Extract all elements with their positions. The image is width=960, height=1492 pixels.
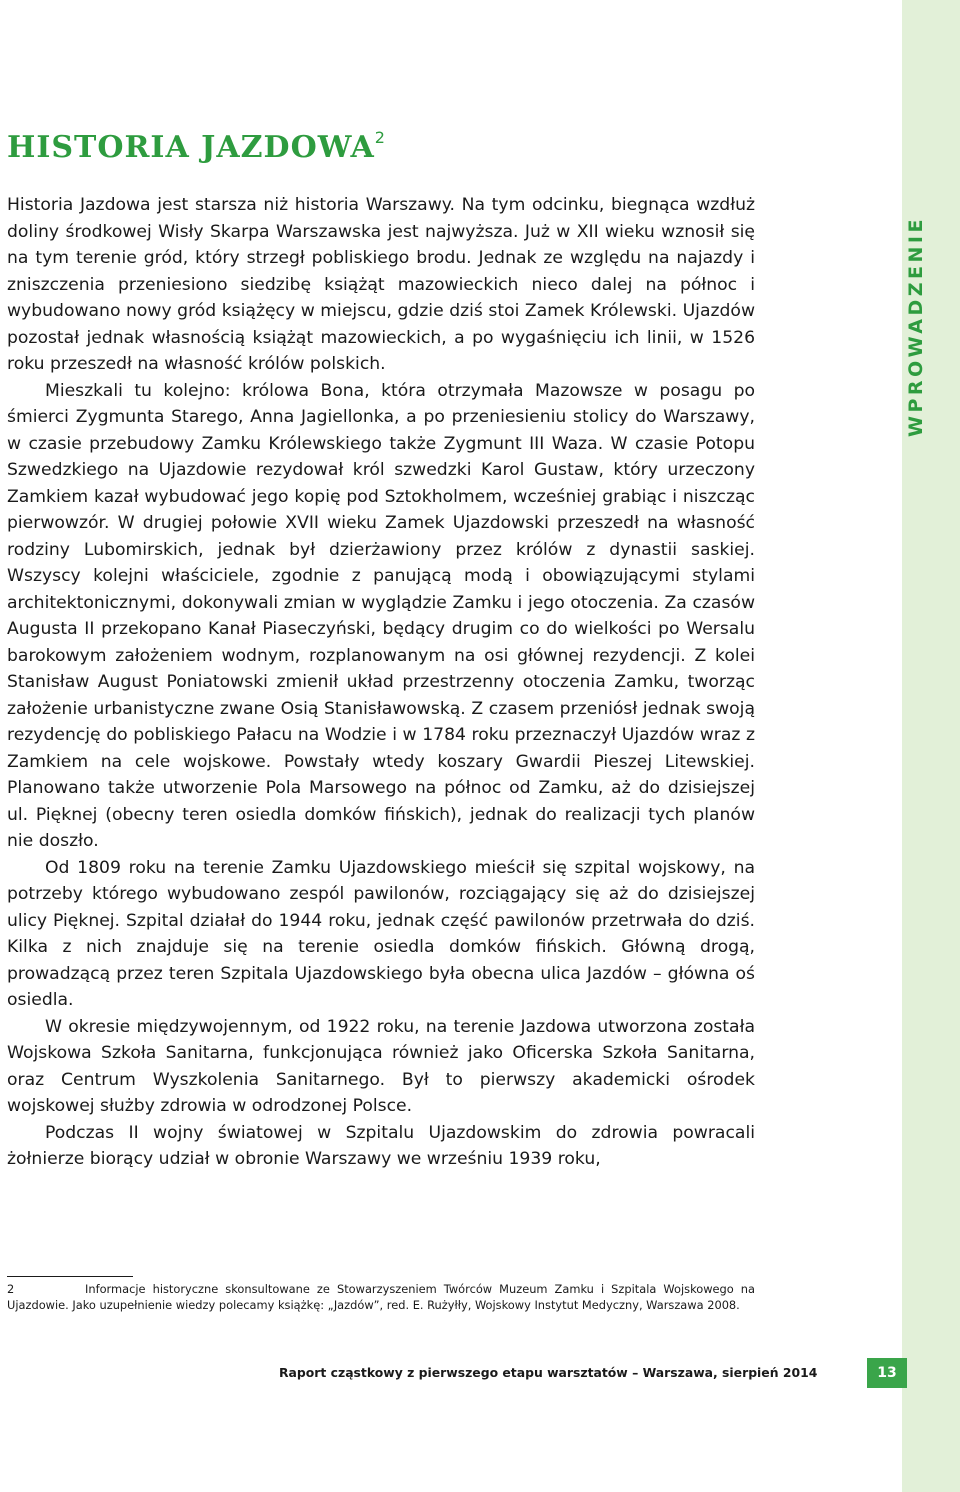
section-label: WPROWADZENIE <box>905 216 927 437</box>
footnote-divider <box>7 1276 133 1277</box>
footnote <box>7 1282 755 1313</box>
paragraph-2: Mieszkali tu kolejno: królowa Bona, która otrzymała Mazowsze w posagu po śmierci Zygmunta Starego, Anna Jagiellonka, a po przeniesieniu stolicy do Warszawy, w czasie przebudowy Zamku Królewskiego także Zygmunt III Waza. W czasie Potopu Szwedzkiego na Ujazdowie rezydował król szwedzki Karol Gustaw, który urzeczony Zamkiem kazał wybudować jego kopię pod Sztokholmem, wcześniej grabiąc i niszcząc pierwowzór. W drugiej połowie XVII wieku Zamek Ujazdowski przeszedł na własność rodziny Lubomirskich, jednak był dzierżawiony przez królów z dynastii saskiej. Wszyscy kolejni właściciele, zgodnie z panującą modą i obowiązującymi stylami architektonicznymi, dokonywali zmian w wyglądzie Zamku i jego otoczenia. Za czasów Augusta II przekopano Kanał Piaseczyński, będący drugim co do wielkości po Wersalu barokowym założeniem wodnym, rozplanowanym na osi głównej rezydencji. Z kolei Stanisław August Poniatowski zmienił układ przestrzenny otoczenia Zamku, tworząc założenie urbanistyczne zwane Osią Stanisławowską. Z czasem przeniósł jednak swoją rezydencję do pobliskiego Pałacu na Wodzie i w 1784 roku przeznaczył Ujazdów wraz z Zamkiem na cele wojskowe. Powstały wtedy koszary Gwardii Pieszej Litewskiej. Planowano także utworzenie Pola Marsowego na północ od Zamku, aż do dzisiejszej ul. Pięknej (obecny teren osiedla domków fińskich), jednak do realizacji tych planów nie doszło. <box>7 380 755 851</box>
paragraph-4: W okresie międzywojennym, od 1922 roku, na terenie Jazdowa utworzona została Wojskowa Szkoła Sanitarna, funkcjonująca również jako Oficerska Szkoła Sanitarna, oraz Centrum Wyszkolenia Sanitarnego. Był to pierwszy akademicki ośrodek wojskowej służby zdrowia w odrodzonej Polsce. <box>7 1016 755 1116</box>
page-title-text: HISTORIA JAZDOWA <box>7 130 375 165</box>
page-number: 13 <box>867 1358 907 1388</box>
paragraph-3: Od 1809 roku na terenie Zamku Ujazdowskiego mieścił się szpital wojskowy, na potrzeby którego wybudowano zespól pawilonów, rozciągający się aż do dzisiejszej ulicy Pięknej. Szpital działał do 1944 roku, jednak część pawilonów przetrwała do dziś. Kilka z nich znajduje się na terenie osiedla domków fińskich. Główną drogą, prowadzącą przez teren Szpitala Ujazdowskiego była obecna ulica Jazdów – główna oś osiedla. <box>7 857 755 1010</box>
article-body <box>7 192 755 1173</box>
footnote-number: 2 <box>7 1282 15 1296</box>
page-title <box>7 128 385 165</box>
paragraph-5: Podczas II wojny światowej w Szpitalu Ujazdowskim do zdrowia powracali żołnierze biorący udział w obronie Warszawy we wrześniu 1939 roku, <box>7 1122 755 1169</box>
paragraph-1: Historia Jazdowa jest starsza niż historia Warszawy. Na tym odcinku, biegnąca wzdłuż doliny środkowej Wisły Skarpa Warszawska jest najwyższa. Już w XII wieku wznosił się na tym terenie gród, który strzegł pobliskiego brodu. Jednak ze względu na najazdy i zniszczenia przeniesiono siedzibę książąt mazowieckich nieco dalej na północ i wybudowano nowy gród książęcy w miejscu, gdzie dziś stoi Zamek Królewski. Ujazdów pozostał jednak własnością książąt mazowieckich, a po wygaśnięciu ich linii, w 1526 roku przeszedł na własność królów polskich. <box>7 195 755 374</box>
footnote-text: Informacje historyczne skonsultowane ze Stowarzyszeniem Twórców Muzeum Zamku i Szpitala Wojskowego na Ujazdowie. Jako uzupełnienie wiedzy polecamy książkę: „Jazdów”, red. E. Rużyłły, Wojskowy Instytut Medyczny, Warszawa 2008. <box>7 1282 755 1312</box>
footer-report-title: Raport cząstkowy z pierwszego etapu warsztatów – Warszawa, sierpień 2014 <box>279 1365 818 1380</box>
footnote-ref: 2 <box>374 128 385 147</box>
